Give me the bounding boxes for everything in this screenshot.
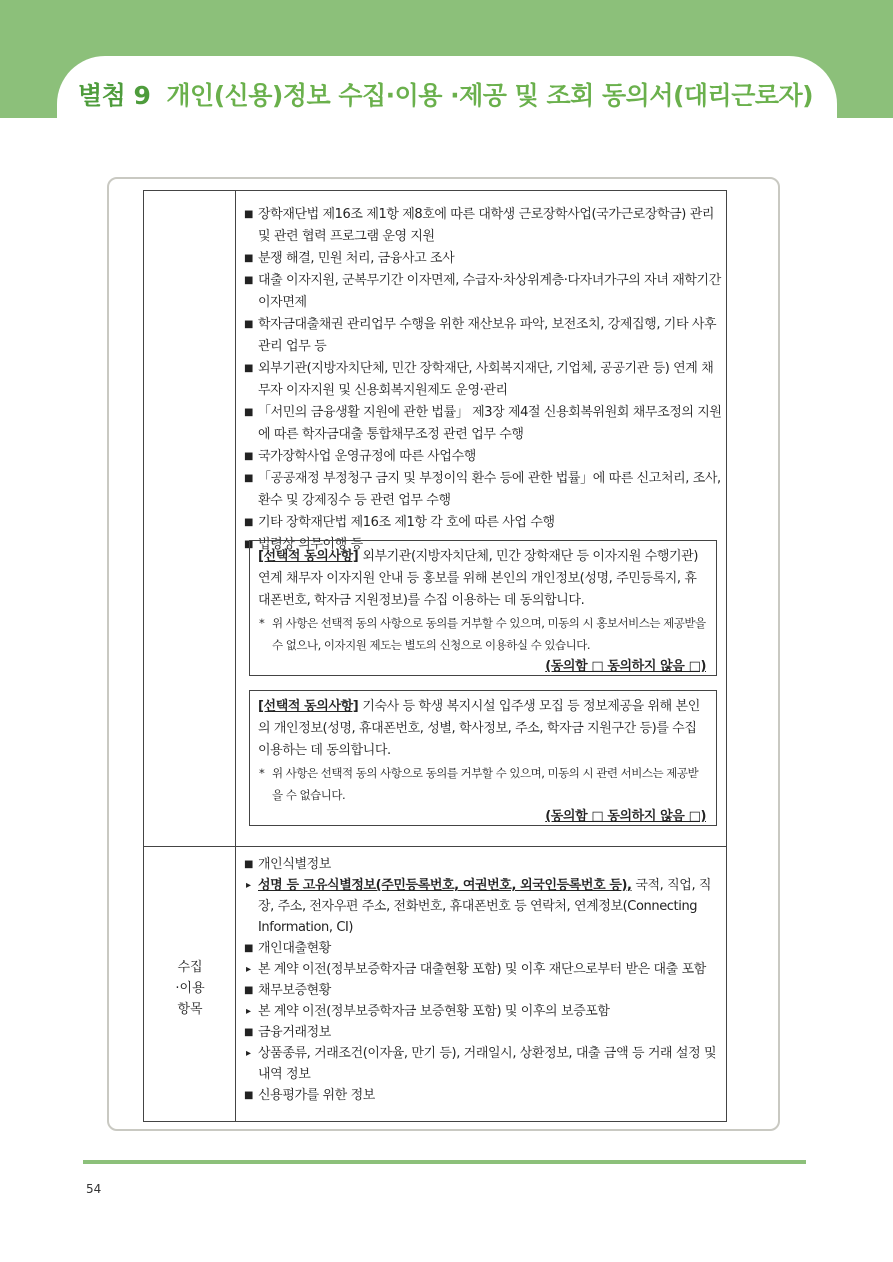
label-line: ·이용: [175, 981, 205, 996]
collected-items-label-cell: [144, 847, 236, 1121]
collected-items-label: [144, 957, 236, 1020]
consent1-choice[interactable]: (동의함 □ 동의하지 않음 □): [545, 659, 706, 674]
list-item: ■ 「서민의 금융생활 지원에 관한 법률」 제3장 제4절 신용회복위원회 채무조정의 지원에 따른 학자금대출 통합채무조정 관련 업무 수행: [244, 402, 722, 446]
consent1-text: [258, 546, 708, 612]
label-line: 항목: [177, 1002, 203, 1017]
note-asterisk: *: [259, 766, 265, 780]
list-item: ■ 채무보증현황: [244, 980, 722, 1001]
list-item: ■ 기타 장학재단법 제16조 제1항 각 호에 따른 사업 수행: [244, 512, 722, 534]
list-item: ▸ 본 계약 이전(정부보증학자금 대출현황 포함) 및 이후 재단으로부터 받은 대출 포함: [244, 959, 722, 980]
consent2-body: 기숙사 등 학생 복지시설 입주생 모집 등 정보제공을 위해 본인의 개인정보(성명, 휴대폰번호, 성별, 학사정보, 주소, 학자금 지원구간 등)를 수집 이용하는 데 동의합니다.: [258, 699, 700, 758]
list-item: ■ 국가장학사업 운영규정에 따른 사업수행: [244, 446, 722, 468]
contact-info: 국적, 직업, 직장, 주소, 전자우편 주소, 전화번호, 휴대폰번호 등 연락처, 연계정보(Connecting Information, CI): [258, 878, 712, 935]
optional-consent-promotion: [249, 540, 717, 676]
list-item: [244, 875, 722, 938]
consent2-choice[interactable]: (동의함 □ 동의하지 않음 □): [545, 809, 706, 824]
list-item: ■ 신용평가를 위한 정보: [244, 1085, 722, 1106]
list-item: ■ 장학재단법 제16조 제1항 제8호에 따른 대학생 근로장학사업(국가근로장학금) 관리 및 관련 협력 프로그램 운영 지원: [244, 204, 722, 248]
consent2-heading: [선택적 동의사항]: [258, 699, 359, 714]
page-title: [78, 76, 813, 116]
list-item: ■ 「공공재정 부정청구 금지 및 부정이익 환수 등에 관한 법률」에 따른 신고처리, 조사, 환수 및 강제징수 등 관련 업무 수행: [244, 468, 722, 512]
list-item: ■ 개인대출현황: [244, 938, 722, 959]
list-item: ■ 금융거래정보: [244, 1022, 722, 1043]
consent2-note: [258, 762, 708, 806]
list-item: ■ 법령상 의무이행 등: [244, 534, 722, 556]
collected-items-content-cell: [236, 847, 726, 1121]
title-text: 개인(신용)정보 수집·이용 ·제공 및 조회 동의서(대리근로자): [166, 81, 814, 110]
consent1-heading: [선택적 동의사항]: [258, 549, 359, 564]
consent2-note-text: 위 사항은 선택적 동의 사항으로 동의를 거부할 수 있으며, 미동의 시 관련 서비스는 제공받을 수 없습니다.: [272, 766, 699, 802]
purpose-content-cell: [236, 191, 726, 846]
list-item: ■ 학자금대출채권 관리업무 수행을 위한 재산보유 파악, 보전조치, 강제집행, 기타 사후관리 업무 등: [244, 314, 722, 358]
footer-divider: [83, 1160, 806, 1164]
purpose-list: [244, 204, 722, 556]
note-asterisk: *: [259, 616, 265, 630]
consent-form-table: [143, 190, 727, 1122]
purpose-label-cell: [144, 191, 236, 846]
list-item: ■ 외부기관(지방자치단체, 민간 장학재단, 사회복지재단, 기업체, 공공기관 등) 연계 채무자 이자지원 및 신용회복지원제도 운영·관리: [244, 358, 722, 402]
consent1-note-text: 위 사항은 선택적 동의 사항으로 동의를 거부할 수 있으며, 미동의 시 홍보서비스는 제공받을 수 없으나, 이자지원 제도는 별도의 신청으로 이용하실 수 있습니다.: [272, 616, 706, 652]
optional-consent-dormitory: [249, 690, 717, 826]
list-item: ▸ 상품종류, 거래조건(이자율, 만기 등), 거래일시, 상환정보, 대출 금액 등 거래 설정 및 내역 정보: [244, 1043, 722, 1085]
consent2-text: [258, 696, 708, 762]
list-item: ■ 분쟁 해결, 민원 처리, 금융사고 조사: [244, 248, 722, 270]
collected-items-row: [144, 847, 726, 1121]
label-line: 수집: [177, 960, 203, 975]
appendix-badge: 별첨 9: [78, 81, 151, 110]
list-item: ■ 개인식별정보: [244, 854, 722, 875]
list-item: ▸ 본 계약 이전(정부보증학자금 보증현황 포함) 및 이후의 보증포함: [244, 1001, 722, 1022]
consent1-body: 외부기관(지방자치단체, 민간 장학재단 등 이자지원 수행기관) 연계 채무자 이자지원 안내 등 홍보를 위해 본인의 개인정보(성명, 주민등록지, 휴대폰번호, 학자금 지원정보)를 수집 이용하는 데 동의합니다.: [258, 549, 699, 608]
purpose-row: [144, 191, 726, 847]
page-number: 54: [86, 1182, 102, 1196]
collected-items-list: [244, 854, 722, 1106]
list-item: ■ 대출 이자지원, 군복무기간 이자면제, 수급자·차상위계층·다자녀가구의 자녀 재학기간 이자면제: [244, 270, 722, 314]
consent1-note: [258, 612, 708, 656]
unique-id-info: 성명 등 고유식별정보(주민등록번호, 여권번호, 외국인등록번호 등),: [258, 878, 632, 893]
